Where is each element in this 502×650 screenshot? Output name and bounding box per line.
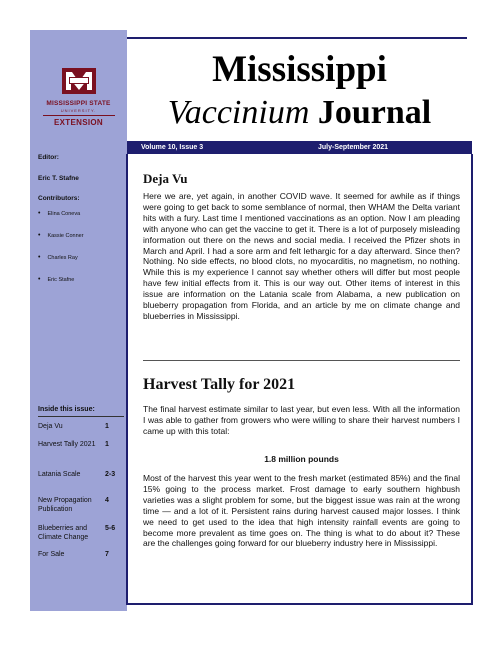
masthead — [127, 50, 472, 133]
toc-item[interactable] — [38, 524, 126, 542]
masthead-line2 — [127, 93, 472, 133]
editor-label: Editor: — [38, 154, 59, 161]
msu-m-logo-icon — [62, 68, 96, 94]
toc-item-page: 1 — [105, 423, 109, 430]
toc-item-title: Harvest Tally 2021 — [38, 441, 96, 448]
toc-item[interactable] — [38, 550, 126, 559]
contributor-item: • Eric Stafne — [38, 275, 84, 297]
toc-item[interactable] — [38, 470, 126, 479]
issue-bar — [127, 141, 472, 154]
issue-date: July-September 2021 — [318, 144, 389, 151]
toc-item[interactable] — [38, 440, 126, 449]
harvest-intro: The final harvest estimate similar to last year, but even less. With all the information I was able to gather from growers who were willing to share their harvest numbers I came up with this total: — [143, 404, 460, 436]
toc-item-title: For Sale — [38, 551, 65, 558]
article-separator — [143, 360, 460, 361]
contributor-item: • Elina Coneva — [38, 209, 84, 231]
masthead-top-rule — [127, 37, 467, 39]
masthead-line1: Mississippi — [212, 49, 387, 90]
toc-item-page: 1 — [105, 441, 109, 448]
toc-item-page: 5-6 — [105, 525, 116, 532]
toc-item-title: Blueberries and Climate Change — [38, 525, 89, 541]
deja-vu-body: Here we are, yet again, in another COVID wave. It seemed for awhile as if things were going to get back to some semblance of normal, then WHAM the Delta variant hits with a fury. Last time I mentioned vaccinations as an option. Now I am pleading with anyone who can get the vaccine to get it. There is a lot of purposely misleading information out there on the news and social media. I received the Pfizer shots in March and April. I had a sore arm and felt lethargic for a day afterward. Since then? Nothing. No side effects, no blood clots, no myocarditis, no magnetism, no nothing. While this is my experience I cannot say whether others will differ but most people have few initial effects from it. This is our way out. Other items of interest in this issue are information on the Latania scale from Alabama, a new publication on blueberry propagation from Florida, and an article by me on climate change and blueberries in Mississippi. — [143, 191, 460, 321]
toc-item-title: Latania Scale — [38, 471, 81, 478]
logo-extension: EXTENSION — [54, 118, 103, 127]
toc-item-page: 7 — [105, 551, 109, 558]
toc-item-page: 4 — [105, 497, 109, 504]
logo-university-sub: UNIVERSITY. — [60, 108, 97, 113]
toc-item-title: Deja Vu — [38, 423, 63, 430]
content-frame-right — [471, 154, 473, 605]
contributor-item: • Kassie Conner — [38, 231, 84, 253]
contributors-label: Contributors: — [38, 195, 80, 202]
toc-item[interactable] — [38, 496, 126, 514]
harvest-total: 1.8 million pounds — [264, 454, 339, 464]
logo-divider — [43, 115, 115, 116]
msu-extension-logo — [30, 68, 127, 127]
sidebar — [30, 30, 127, 611]
issue-volume: Volume 10, Issue 3 — [141, 144, 204, 151]
content-frame-left — [126, 154, 128, 605]
masthead-vaccinium: Vaccinium — [167, 94, 310, 131]
contributor-item: • Charles Ray — [38, 253, 84, 275]
logo-university-name: MISSISSIPPI STATE — [46, 100, 111, 107]
inside-issue-divider — [38, 416, 124, 417]
harvest-title: Harvest Tally for 2021 — [143, 376, 296, 393]
harvest-body: Most of the harvest this year went to the fresh market (estimated 85%) and the final 15% going to the process market. Frost damage to early southern highbush varieties was a slight problem for some, but the biggest issue was rain at the wrong time — and a lot of it. Persistent rains during harvest caused major losses. I think we need to get used to the idea that high intensity rainfall events are going to become more prevalent as time goes on. The thing is what to do about it? These are the challenges going forward for our blueberry industry here in Mississippi. — [143, 473, 460, 549]
contributors-list — [38, 209, 84, 297]
content-frame-bottom — [126, 603, 473, 605]
toc-item-page: 2-3 — [105, 471, 116, 478]
inside-issue-title: Inside this issue: — [38, 406, 95, 413]
editor-name: Eric T. Stafne — [38, 175, 79, 182]
masthead-journal: Journal — [317, 94, 432, 131]
deja-vu-title: Deja Vu — [143, 171, 188, 186]
toc-item-title: New Propagation Publication — [38, 497, 92, 513]
toc-item[interactable] — [38, 422, 126, 431]
